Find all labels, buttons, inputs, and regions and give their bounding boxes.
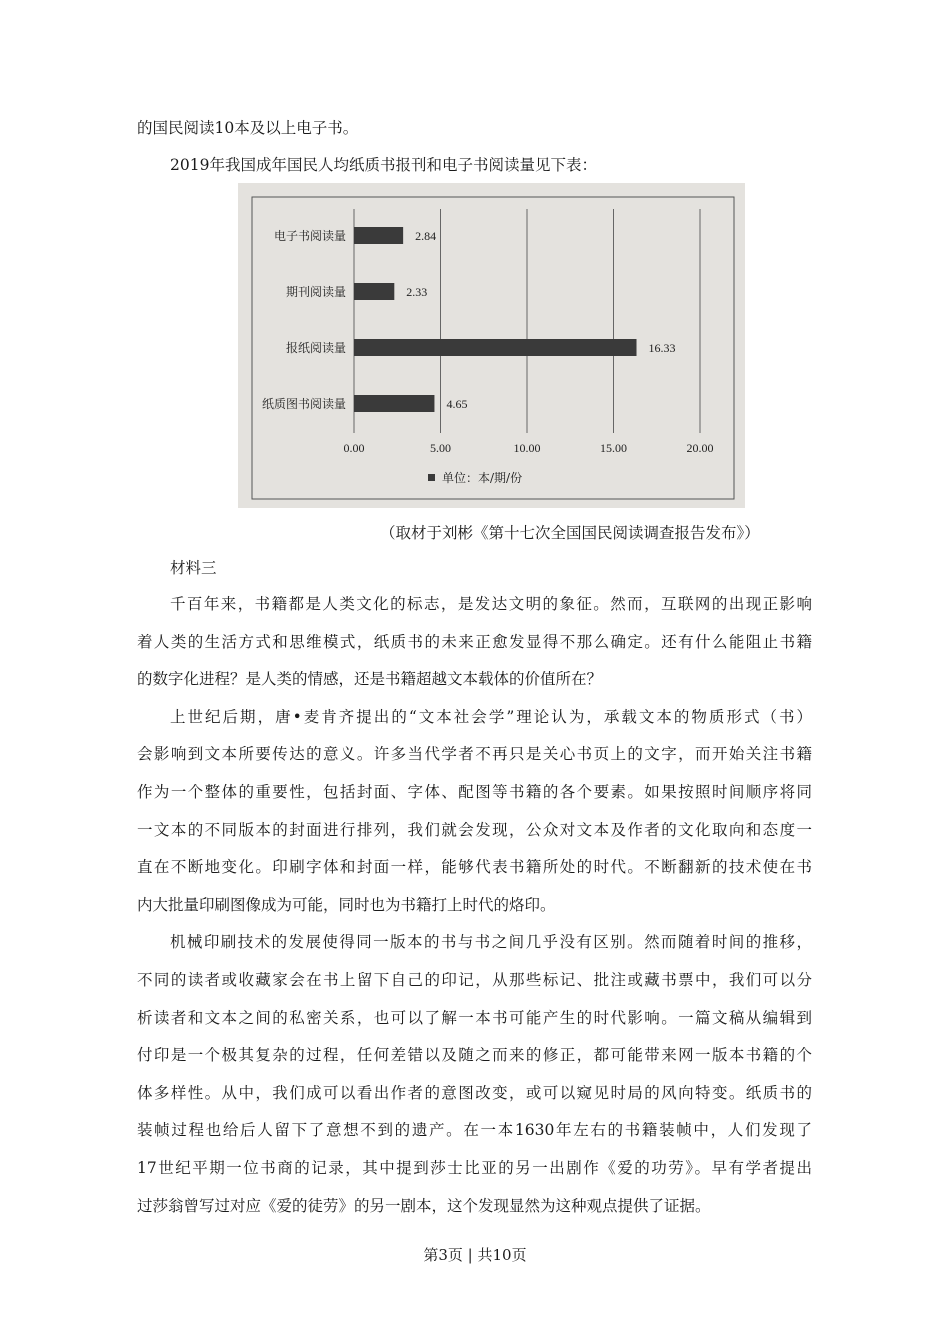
x-tick-label: 0.00 [343, 441, 365, 455]
paragraph-line: 装帧过程也给后人留下了意想不到的遗产。在一本1630年左右的书籍装帧中，人们发现了 [137, 1121, 812, 1140]
paragraph-line: 千百年来，书籍都是人类文化的标志，是发达文明的象征。然而，互联网的出现正影响 [170, 595, 812, 613]
paragraph-line: 内大批量印刷图像成为可能，同时也为书籍打上时代的烙印。 [137, 895, 556, 914]
chart-intro: 2019年我国成年国民人均纸质书报刊和电子书阅读量见下表： [170, 156, 597, 174]
paragraph-line: 17世纪平期一位书商的记录，其中提到莎士比亚的另一出剧作《爱的功劳》。早有学者提出 [137, 1159, 812, 1177]
paragraph-line: 着人类的生活方式和思维模式，纸质书的未来正愈发显得不那么确定。还有什么能阻止书籍 [137, 632, 812, 651]
page-footer: 第3页 | 共10页 [423, 1246, 527, 1264]
paragraph-line: 一文本的不同版本的封面进行排列，我们就会发现，公众对文本及作者的文化取向和态度一 [137, 820, 812, 839]
bar [354, 395, 434, 412]
paragraph-line: 过莎翁曾写过对应《爱的徒劳》的另一剧本，这个发现显然为这种观点提供了证据。 [137, 1196, 711, 1215]
x-tick-label: 15.00 [600, 441, 627, 455]
paragraph-line: 付印是一个极其复杂的过程，任何差错以及随之而来的修正，都可能带来网一版本书籍的个 [137, 1046, 812, 1065]
value-label: 2.84 [415, 229, 437, 243]
bar [354, 283, 394, 300]
paragraph-line: 上世纪后期，唐•麦肯齐提出的“文本社会学”理论认为，承载文本的物质形式（书） [170, 707, 812, 726]
reading-volume-chart [238, 183, 745, 508]
paragraph-line: 体多样性。从中，我们成可以看出作者的意图改变，或可以窥见时局的风向特变。纸质书的 [137, 1083, 812, 1102]
bar [354, 227, 403, 244]
category-label: 期刊阅读量 [285, 285, 346, 299]
x-tick-label: 10.00 [513, 441, 541, 455]
paragraph-line: 直在不断地变化。印刷字体和封面一样，能够代表书籍所处的时代。不断翻新的技术使在书 [137, 858, 812, 877]
paragraph-line: 的数字化进程？是人类的情感，还是书籍超越文本载体的价值所在？ [137, 670, 603, 689]
paragraph-line: 机械印刷技术的发展使得同一版本的书与书之间几乎没有区别。然而随着时间的推移， [170, 933, 812, 952]
legend-label: 单位：本/期/份 [442, 471, 523, 485]
bar [354, 339, 637, 356]
category-label: 纸质图书阅读量 [261, 397, 346, 411]
value-label: 2.33 [406, 285, 428, 299]
category-label: 报纸阅读量 [285, 341, 346, 355]
paragraph-line: 会影响到文本所要传达的意义。许多当代学者不再只是关心书页上的文字，而开始关注书籍 [137, 745, 812, 764]
value-label: 16.33 [648, 341, 676, 355]
intro-line: 的国民阅读10本及以上电子书。 [137, 119, 359, 137]
chart-canvas [238, 183, 745, 508]
x-tick-label: 5.00 [430, 441, 451, 455]
legend-swatch [428, 474, 435, 481]
paragraph-line: 作为一个整体的重要性，包括封面、字体、配图等书籍的各个要素。如果按照时间顺序将同 [137, 783, 812, 801]
chart-caption: （取材于刘彬《第十七次全国国民阅读调查报告发布》） [380, 524, 760, 542]
paragraph-line: 析读者和文本之间的私密关系，也可以了解一本书可能产生的时代影响。一篇文稿从编辑到 [137, 1008, 812, 1027]
paragraph-line: 不同的读者或收藏家会在书上留下自己的印记，从那些标记、批注或藏书票中，我们可以分 [137, 971, 812, 989]
category-label: 电子书阅读量 [273, 229, 346, 243]
value-label: 4.65 [446, 397, 468, 411]
section-title: 材料三 [170, 559, 217, 577]
x-tick-label: 20.00 [686, 441, 714, 455]
